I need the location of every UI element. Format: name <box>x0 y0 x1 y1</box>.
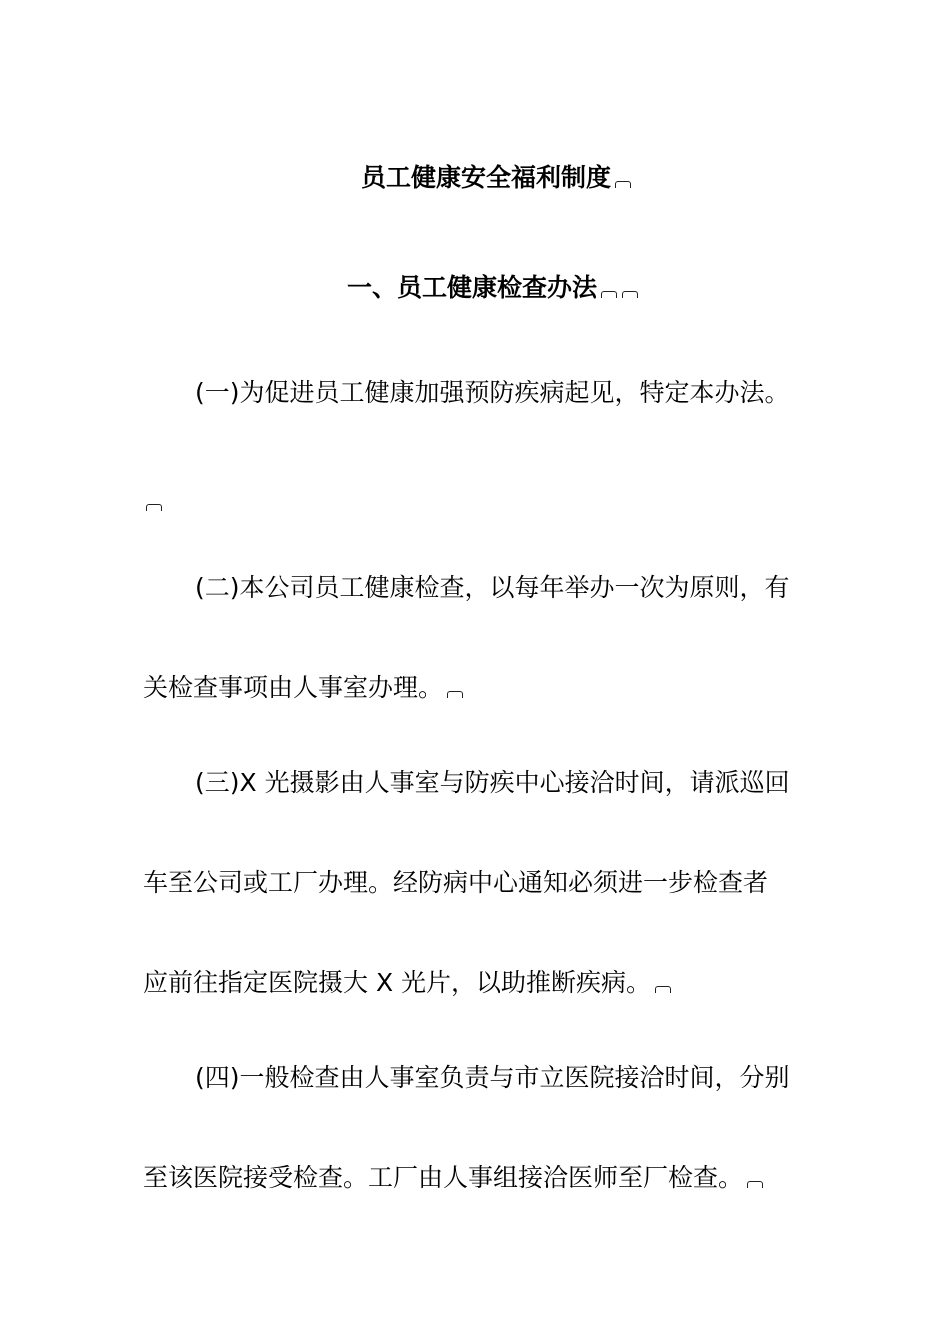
paragraph-3-line-2 <box>143 868 768 898</box>
body-text: (四)一般检查由人事室负责与市立医院接洽时间，分别 <box>195 1063 790 1092</box>
section-heading <box>347 273 639 303</box>
section-heading-text: 一、员工健康检查办法 <box>347 273 598 302</box>
body-text: (一)为促进员工健康加强预防疾病起见，特定本办法。 <box>195 378 790 407</box>
paragraph-4-line-2 <box>143 1163 764 1193</box>
paragraph-2-line-2 <box>143 673 464 703</box>
body-text: (三)X 光摄影由人事室与防疾中心接洽时间，请派巡回 <box>195 768 790 797</box>
paragraph-mark-icon <box>614 180 632 188</box>
paragraph-3-line-3 <box>143 968 672 998</box>
paragraph-4-line-1 <box>195 1063 790 1093</box>
document-title <box>361 163 632 193</box>
paragraph-mark-icon <box>654 985 672 993</box>
body-text: 应前往指定医院摄大 X 光片，以助推断疾病。 <box>143 968 652 997</box>
body-text: 至该医院接受检查。工厂由人事组接洽医师至厂检查。 <box>143 1163 744 1192</box>
paragraph-mark-icon <box>621 290 639 298</box>
paragraph-mark-icon <box>446 690 464 698</box>
paragraph-1-end <box>142 486 163 516</box>
document-title-text: 员工健康安全福利制度 <box>361 163 612 192</box>
paragraph-mark-icon <box>600 290 618 298</box>
body-text: 车至公司或工厂办理。经防病中心通知必须进一步检查者 <box>143 868 769 897</box>
body-text: (二)本公司员工健康检查，以每年举办一次为原则，有 <box>195 573 790 602</box>
paragraph-2-line-1 <box>195 573 790 603</box>
paragraph-1-line-1 <box>195 378 790 408</box>
paragraph-3-line-1 <box>195 768 790 798</box>
body-text: 关检查事项由人事室办理。 <box>143 673 444 702</box>
paragraph-mark-icon <box>746 1180 764 1188</box>
paragraph-mark-icon <box>145 503 163 511</box>
